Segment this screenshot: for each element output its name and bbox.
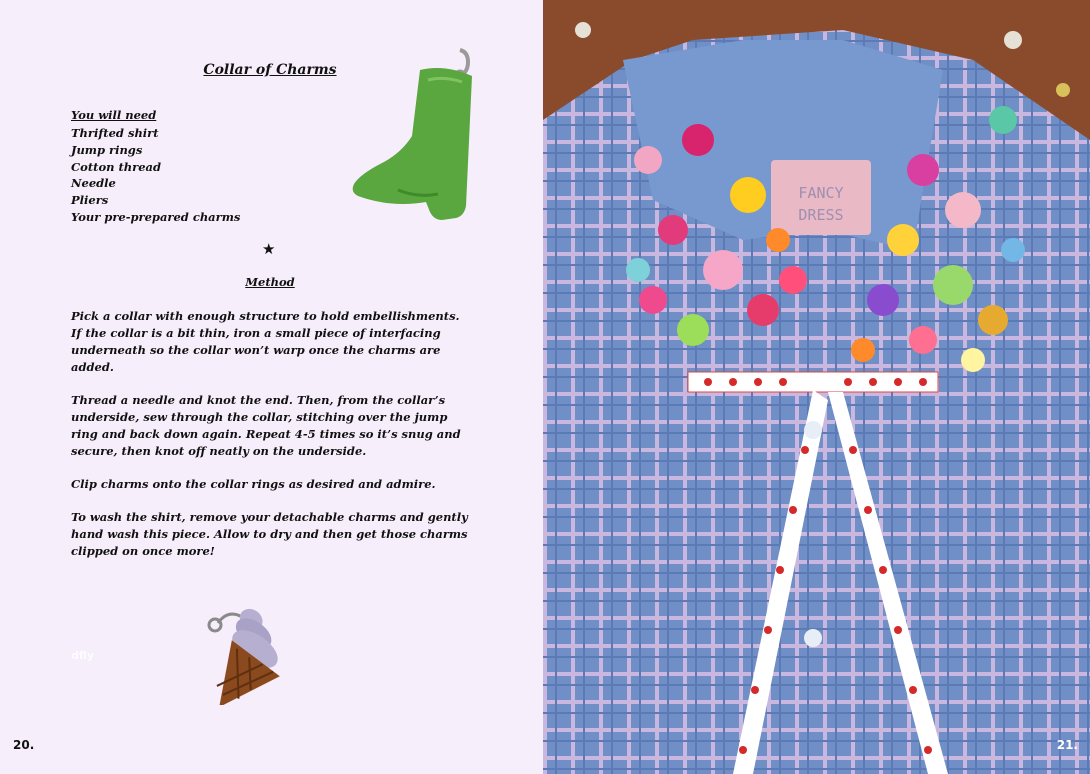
page-number-right: 21. [1056,738,1078,752]
material-item: Thrifted shirt [71,126,159,140]
label-text-line1: FANCY [798,184,844,202]
star-divider-icon: ★ [262,240,276,258]
method-paragraph: Clip charms onto the collar rings as desired and admire. [71,477,436,491]
materials-list [71,125,240,226]
green-boot-charm-image [348,40,478,225]
right-page-photo [543,0,1090,774]
method-heading: Method [245,275,295,289]
material-item: Your pre-prepared charms [71,209,241,224]
shirt-button [804,629,822,647]
shirt-photo [543,0,1090,774]
ice-cream-charm-image [200,605,355,705]
publisher-logo: dfly [71,649,95,662]
page-title: Collar of Charms [203,62,337,78]
method-paragraph: Pick a collar with enough structure to hold embellishments. If the collar is a bit thin, iron a small piece of interfacing underneath so the collar won’t warp once the charms are added. [71,309,460,374]
left-page [0,0,543,774]
material-item: Pliers [71,193,109,208]
material-item: Jump rings [71,142,143,157]
method-paragraph: Thread a needle and knot the end. Then, from the collar’s underside, sew through the collar, stitching over the jump ring and back down again. Repeat 4-5 times so it’s snug and secure, then knot off neatly on the underside. [71,393,461,458]
method-paragraph: To wash the shirt, remove your detachable charms and gently hand wash this piece. Allow to dry and then get those charms clipped on once more! [71,510,468,558]
label-text-line2: DRESS [798,206,844,224]
material-item: Needle [71,176,116,191]
page-number-left: 20. [13,738,35,752]
material-item: Cotton thread [71,159,162,174]
you-will-need-heading: You will need [71,108,157,122]
shirt-button [804,421,822,439]
